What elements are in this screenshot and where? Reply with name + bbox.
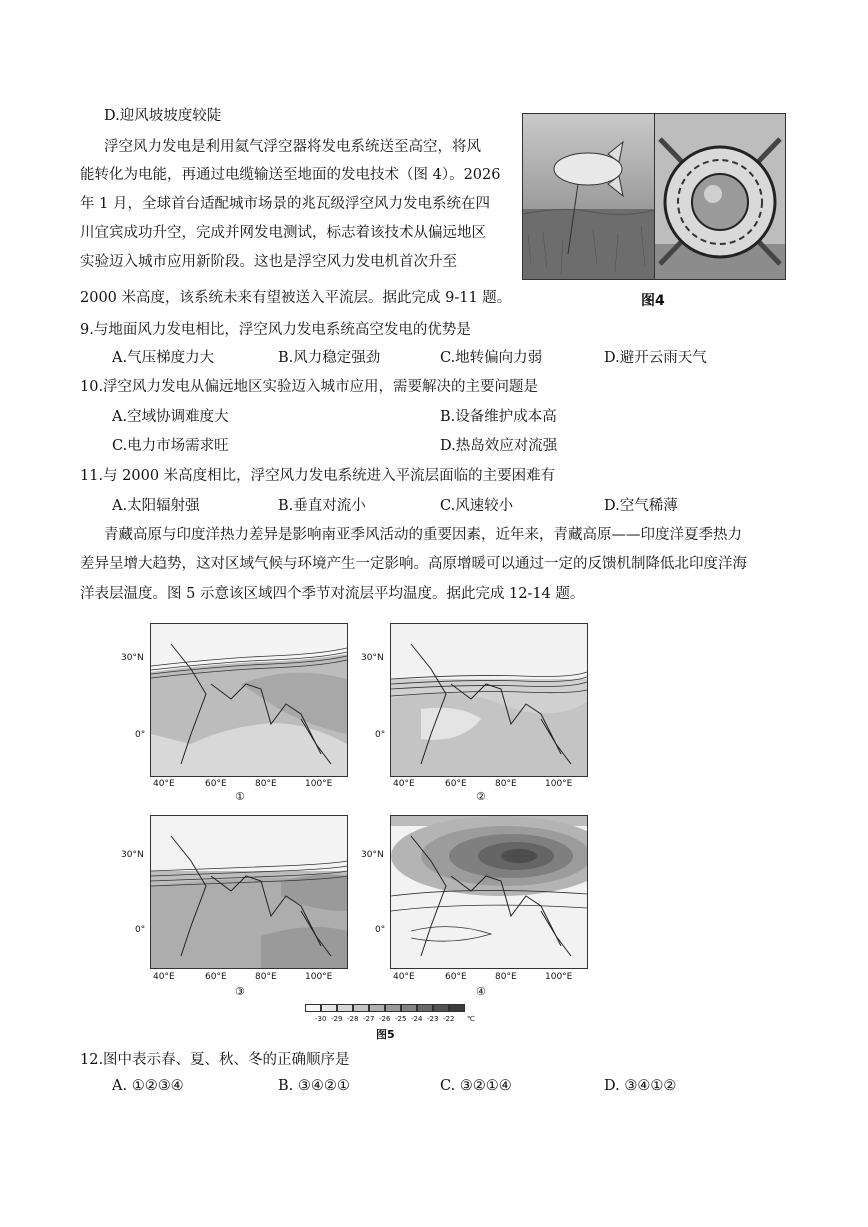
map-label: ② — [476, 790, 486, 803]
legend-swatch — [305, 1004, 321, 1012]
legend-value: -30 — [315, 1015, 327, 1023]
option-c[interactable]: C.电力市场需求旺 — [112, 438, 229, 454]
x-tick-label: 100°E — [305, 972, 333, 982]
legend-swatch — [353, 1004, 369, 1012]
intro-line: 实验迈入城市应用新阶段。这也是浮空风力发电机首次升至 — [80, 254, 457, 270]
x-tick-label: 60°E — [445, 972, 467, 982]
x-tick-label: 80°E — [495, 779, 517, 789]
legend-unit: ℃ — [467, 1015, 475, 1023]
legend-value: -28 — [347, 1015, 359, 1023]
intro-line: 浮空风力发电是利用氦气浮空器将发电系统送至高空，将风 — [104, 139, 481, 155]
y-tick-label: 0° — [135, 730, 146, 740]
color-legend — [305, 1004, 475, 1026]
option-b[interactable]: B.垂直对流小 — [278, 498, 366, 514]
x-tick-label: 80°E — [255, 972, 277, 982]
prev-option-d: D.迎风坡坡度较陡 — [104, 108, 222, 124]
x-tick-label: 60°E — [205, 779, 227, 789]
question-stem: 12.图中表示春、夏、秋、冬的正确顺序是 — [80, 1052, 350, 1068]
x-tick-label: 40°E — [153, 972, 175, 982]
x-tick-label: 80°E — [255, 779, 277, 789]
fig5-caption: 图5 — [376, 1028, 395, 1041]
legend-swatch — [369, 1004, 385, 1012]
option-d[interactable]: D. ③④①② — [604, 1078, 677, 1094]
x-tick-label: 40°E — [153, 779, 175, 789]
x-tick-label: 40°E — [393, 972, 415, 982]
legend-swatch — [401, 1004, 417, 1012]
x-tick-label: 100°E — [305, 779, 333, 789]
intro-line: 能转化为电能，再通过电缆输送至地面的发电技术（图 4）。2026 — [80, 167, 501, 183]
y-tick-label: 0° — [135, 925, 146, 935]
legend-swatch — [433, 1004, 449, 1012]
legend-swatch — [449, 1004, 465, 1012]
option-c[interactable]: C.地转偏向力弱 — [440, 350, 543, 366]
option-b[interactable]: B. ③④②① — [278, 1078, 350, 1094]
intro2-line: 青藏高原与印度洋热力差异是影响南亚季风活动的重要因素，近年来，青藏高原——印度洋夏季热力 — [104, 527, 742, 543]
intro2-line: 洋表层温度。图 5 示意该区域四个季节对流层平均温度。据此完成 12-14 题。 — [80, 586, 585, 602]
fig4-photo-airship — [522, 113, 656, 280]
x-tick-label: 100°E — [545, 779, 573, 789]
option-a[interactable]: A. ①②③④ — [112, 1078, 184, 1094]
map-label: ③ — [235, 985, 245, 998]
y-tick-label: 30°N — [361, 653, 384, 663]
map-label: ④ — [476, 985, 486, 998]
option-c[interactable]: C.风速较小 — [440, 498, 514, 514]
legend-value: -26 — [379, 1015, 391, 1023]
x-tick-label: 80°E — [495, 972, 517, 982]
intro-line: 川宜宾成功升空，完成并网发电测试，标志着该技术从偏远地区 — [80, 225, 486, 241]
legend-swatch — [417, 1004, 433, 1012]
fig4-photo-ring — [654, 113, 786, 280]
legend-value: -29 — [331, 1015, 343, 1023]
legend-value: -25 — [395, 1015, 407, 1023]
intro-line: 年 1 月，全球首台适配城市场景的兆瓦级浮空风力发电系统在四 — [80, 196, 490, 212]
option-b[interactable]: B.设备维护成本高 — [440, 409, 557, 425]
option-b[interactable]: B.风力稳定强劲 — [278, 350, 381, 366]
option-a[interactable]: A.气压梯度力大 — [112, 350, 215, 366]
map-2-plot — [390, 623, 588, 777]
option-a[interactable]: A.太阳辐射强 — [112, 498, 200, 514]
map-3-plot — [150, 815, 348, 969]
intro-line: 2000 米高度，该系统未来有望被送入平流层。据此完成 9-11 题。 — [80, 290, 512, 306]
option-a[interactable]: A.空域协调难度大 — [112, 409, 229, 425]
intro2-line: 差异呈增大趋势，这对区域气候与环境产生一定影响。高原增暖可以通过一定的反馈机制降低北印度洋海 — [80, 556, 747, 572]
map-4-plot — [390, 815, 588, 969]
map-label: ① — [235, 790, 245, 803]
y-tick-label: 0° — [375, 730, 386, 740]
legend-value: -23 — [427, 1015, 439, 1023]
x-tick-label: 100°E — [545, 972, 573, 982]
fig4-caption: 图4 — [641, 293, 665, 309]
option-c[interactable]: C. ③②①④ — [440, 1078, 512, 1094]
legend-value: -27 — [363, 1015, 375, 1023]
question-stem: 10.浮空风力发电从偏远地区实验迈入城市应用，需要解决的主要问题是 — [80, 379, 539, 395]
question-stem: 9.与地面风力发电相比，浮空风力发电系统高空发电的优势是 — [80, 322, 471, 338]
y-tick-label: 30°N — [361, 850, 384, 860]
legend-swatch — [337, 1004, 353, 1012]
legend-value: -24 — [411, 1015, 423, 1023]
option-d[interactable]: D.避开云雨天气 — [604, 350, 707, 366]
legend-value: -22 — [443, 1015, 455, 1023]
x-tick-label: 60°E — [445, 779, 467, 789]
x-tick-label: 40°E — [393, 779, 415, 789]
map-1-plot — [150, 623, 348, 777]
legend-swatch — [321, 1004, 337, 1012]
y-tick-label: 30°N — [121, 850, 144, 860]
y-tick-label: 30°N — [121, 653, 144, 663]
option-d[interactable]: D.热岛效应对流强 — [440, 438, 558, 454]
option-d[interactable]: D.空气稀薄 — [604, 498, 678, 514]
y-tick-label: 0° — [375, 925, 386, 935]
question-stem: 11.与 2000 米高度相比，浮空风力发电系统进入平流层面临的主要困难有 — [80, 468, 556, 484]
legend-swatch — [385, 1004, 401, 1012]
x-tick-label: 60°E — [205, 972, 227, 982]
